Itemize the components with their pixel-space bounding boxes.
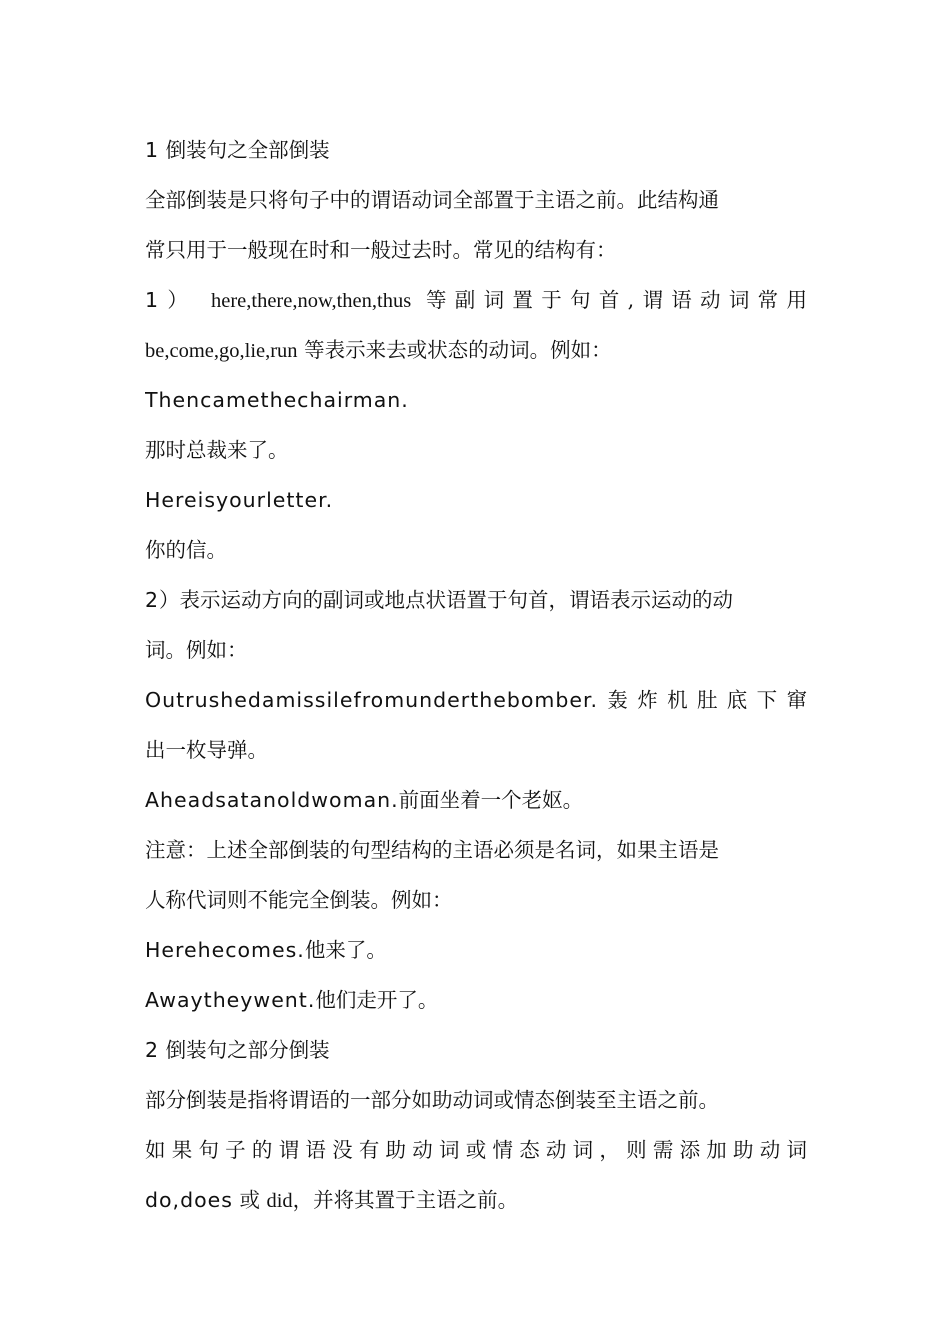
- text-segment: 部分倒装是指将谓语的一部分如助动词或情态倒装至主语之前。: [145, 1088, 719, 1112]
- text-segment: 2: [145, 588, 160, 612]
- text-segment: 他来了。: [304, 938, 387, 962]
- text-line: [145, 1125, 807, 1175]
- text-segment: Thencamethechairman.: [145, 388, 409, 412]
- text-line: [145, 875, 807, 925]
- text-segment: 前面坐着一个老妪。: [398, 788, 584, 812]
- text-segment: ，并将其置于主语之前。: [292, 1188, 519, 1212]
- text-segment: 注意：上述全部倒装的句型结构的主语必须是名词，如果主语是: [145, 838, 719, 862]
- text-line: [145, 225, 807, 275]
- text-segment: do,does: [145, 1188, 233, 1212]
- text-segment: 倒装句之全部倒装: [159, 138, 330, 162]
- text-segment: 你的信。: [145, 538, 227, 562]
- text-segment: 倒装句之部分倒装: [159, 1038, 330, 1062]
- text-segment: Outrushedamissilefromunderthebomber.: [145, 688, 599, 712]
- text-line: [145, 1075, 807, 1125]
- text-segment: 他们走开了。: [315, 988, 439, 1012]
- text-line: [145, 125, 807, 175]
- text-segment: 全部倒装是只将句子中的谓语动词全部置于主语之前。此结构通: [145, 188, 719, 212]
- text-line: [145, 375, 807, 425]
- document-page: [145, 125, 807, 1225]
- text-segment: 常只用于一般现在时和一般过去时。常见的结构有：: [145, 238, 617, 262]
- text-segment: 或: [232, 1188, 267, 1212]
- text-line: [145, 1175, 807, 1225]
- text-line: [145, 675, 807, 725]
- text-segment: Awaytheywent.: [145, 988, 316, 1012]
- text-line: [145, 475, 807, 525]
- text-segment: 等表示来去或状态的动词。例如：: [297, 338, 612, 362]
- text-segment: 如果句子的谓语没有助动词或情态动词，则需添加助动词: [145, 1138, 807, 1162]
- text-segment: did: [266, 1190, 293, 1212]
- text-line: [145, 725, 807, 775]
- text-line: [145, 325, 807, 375]
- text-line: [145, 175, 807, 225]
- text-segment: ）: [159, 288, 211, 312]
- text-segment: Aheadsatanoldwoman.: [145, 788, 399, 812]
- text-line: [145, 275, 807, 325]
- text-segment: 1: [145, 138, 160, 162]
- text-segment: be,come,go,lie,run: [145, 340, 298, 362]
- text-segment: 词。例如：: [145, 638, 248, 662]
- text-segment: 轰炸机肚底下窜: [598, 688, 807, 712]
- text-line: [145, 525, 807, 575]
- text-segment: 2: [145, 1038, 160, 1062]
- text-line: [145, 825, 807, 875]
- text-segment: here,there,now,then,thus: [210, 290, 412, 312]
- text-segment: 等副词置于句首,谓语动词常用: [411, 288, 807, 312]
- text-line: [145, 1025, 807, 1075]
- text-segment: 那时总裁来了。: [145, 438, 289, 462]
- text-segment: ）表示运动方向的副词或地点状语置于句首，谓语表示运动的动: [159, 588, 734, 612]
- text-line: [145, 425, 807, 475]
- text-segment: Hereisyourletter.: [145, 488, 334, 512]
- text-line: [145, 775, 807, 825]
- text-line: [145, 925, 807, 975]
- text-line: [145, 975, 807, 1025]
- text-segment: 1: [145, 288, 160, 312]
- text-segment: 出一枚导弹。: [145, 738, 268, 762]
- text-line: [145, 625, 807, 675]
- text-segment: Herehecomes.: [145, 938, 305, 962]
- text-line: [145, 575, 807, 625]
- text-segment: 人称代词则不能完全倒装。例如：: [145, 888, 453, 912]
